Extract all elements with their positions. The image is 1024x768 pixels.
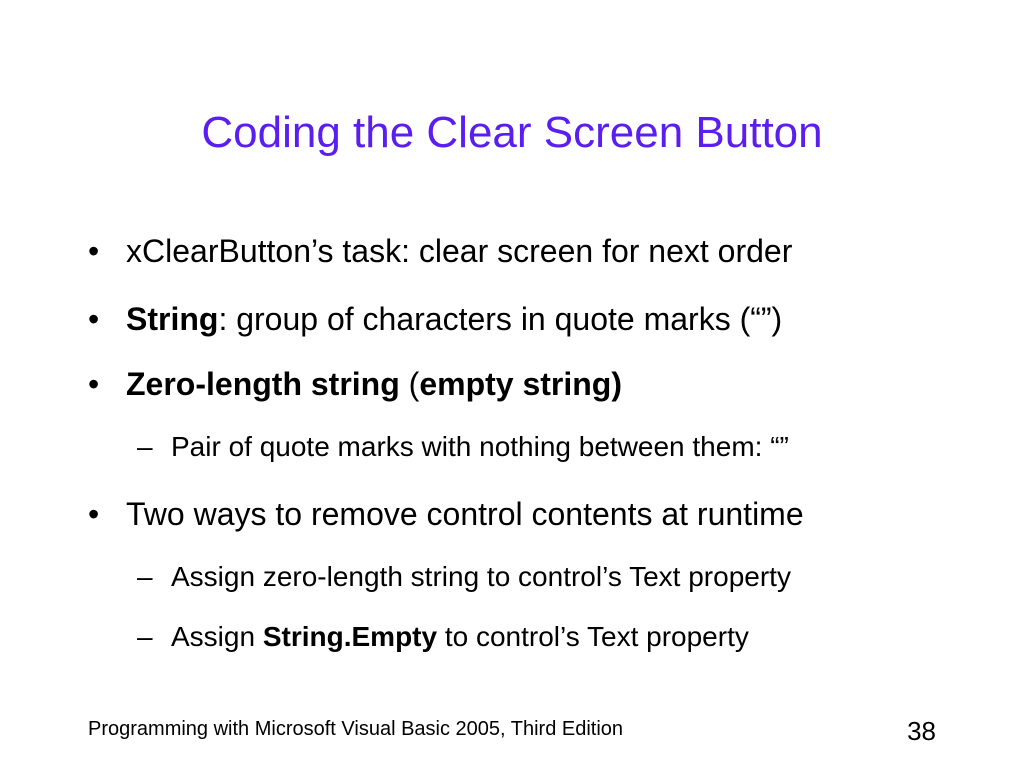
bullet-zero-length-string	[88, 362, 622, 406]
bullet-marker: •	[88, 496, 100, 532]
term-zero-length-string: Zero-length string	[126, 366, 400, 402]
page-number: 38	[907, 716, 936, 746]
bullet-marker: •	[88, 233, 100, 269]
paren-open: (	[399, 366, 420, 402]
sub-bullet-marker: –	[137, 561, 153, 592]
sub-bullet-assign-zero-length	[137, 558, 791, 596]
slide-title: Coding the Clear Screen Button	[201, 108, 823, 157]
sub-bullet-quote-pair	[137, 428, 789, 466]
bullet-two-ways	[88, 492, 804, 536]
term-string-empty: String.Empty	[262, 621, 438, 652]
bullet-marker: •	[88, 366, 100, 402]
sub-bullet-text-rest: to control’s Text property	[437, 621, 749, 652]
bullet-marker: •	[88, 301, 100, 337]
bullet-string-definition	[88, 297, 782, 341]
sub-bullet-text: Assign zero-length string to control’s Text property	[171, 561, 791, 592]
term-empty-string: empty string)	[419, 366, 622, 402]
bullet-text: xClearButton’s task: clear screen for next order	[126, 233, 793, 269]
sub-bullet-marker: –	[137, 431, 153, 462]
sub-bullet-text: Pair of quote marks with nothing between them: “”	[171, 431, 789, 462]
sub-bullet-marker: –	[137, 621, 153, 652]
sub-bullet-assign-string-empty	[137, 618, 749, 656]
bullet-text: : group of characters in quote marks (“”)	[218, 301, 783, 337]
sub-bullet-text-pre: Assign	[171, 621, 263, 652]
term-string: String	[126, 301, 219, 337]
bullet-clear-button-task	[88, 229, 792, 273]
footer-book-title: Programming with Microsoft Visual Basic 2005, Third Edition	[88, 718, 624, 740]
bullet-text: Two ways to remove control contents at runtime	[126, 496, 804, 532]
